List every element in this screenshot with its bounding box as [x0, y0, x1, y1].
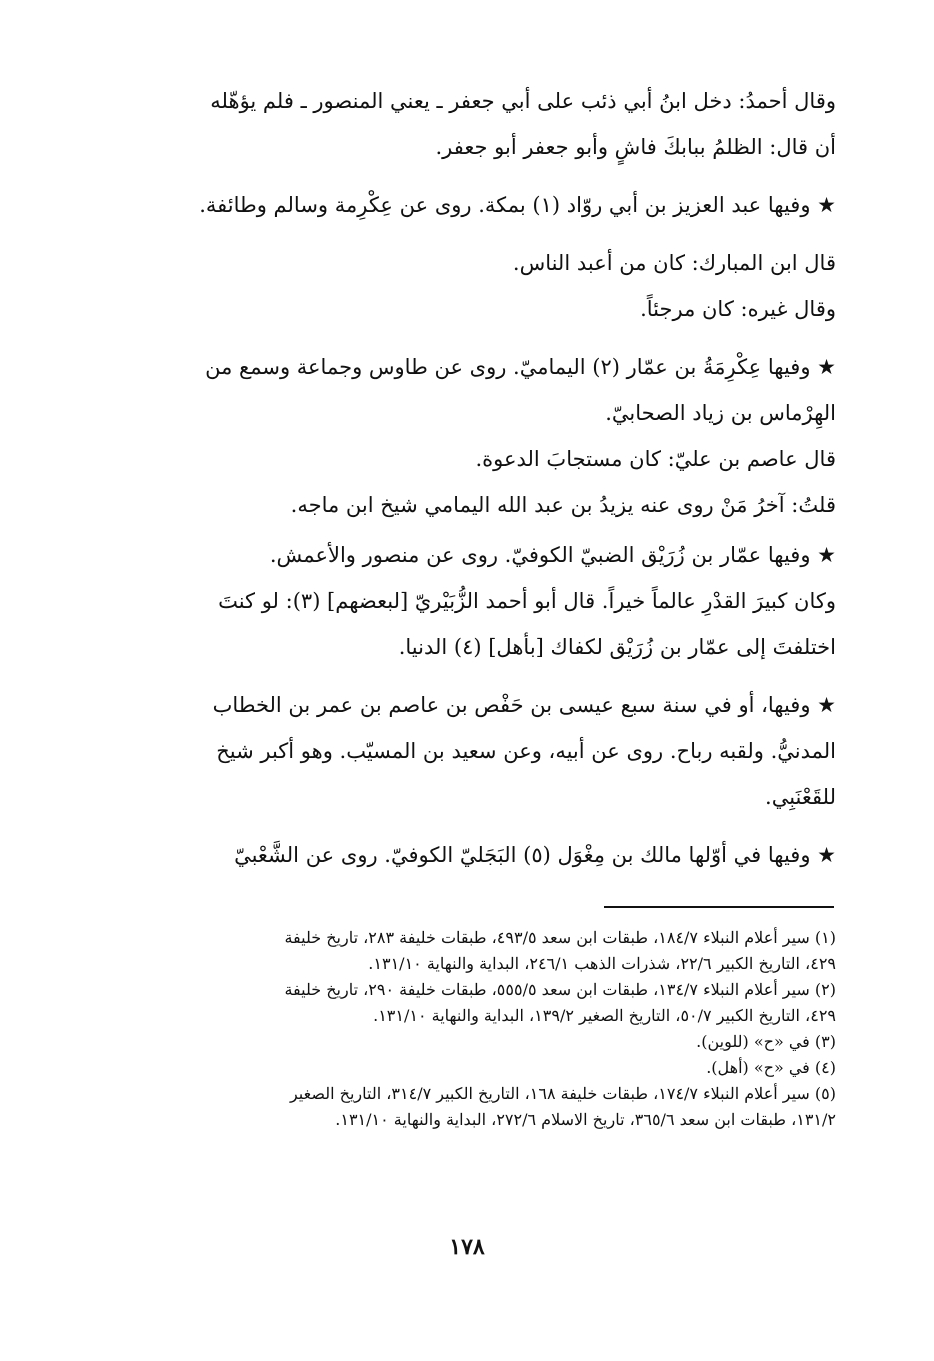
footnote-line: (٤) في «ح» (أهل). [706, 1058, 836, 1077]
entry-abdulaziz-ibn-abi-rawwad [136, 182, 836, 228]
text-line: وكان كبيرَ القدْرِ عالماً خيراً. قال أبو أحمد الزُّبَيْريّ [لبعضهم] (٣): لو كنتَ [218, 589, 836, 613]
text-line: أن قال: الظلمُ ببابكَ فاشٍ وأبو جعفر أبو جعفر. [435, 135, 836, 159]
entry-ikrima-ibn-ammar [136, 344, 836, 528]
footnote-line: (٢) سير أعلام النبلاء ١٣٤/٧، طبقات ابن سعد ٥٥٥/٥، طبقات خليفة ٢٩٠، تاريخ خليفة [284, 980, 836, 999]
entry-ammar-ibn-zurayq [136, 532, 836, 670]
text-line: ★ وفيها، أو في سنة سبع عيسى بن حَفْص بن عاصم بن عمر بن الخطاب [212, 693, 836, 717]
entry-isa-ibn-hafs [136, 682, 836, 820]
footnote-line: ١٣١/٢، طبقات ابن سعد ٣٦٥/٦، تاريخ الاسلام ٢٧٢/٦، البداية والنهاية ١٣١/١٠. [335, 1110, 836, 1129]
footnote-line: ٤٢٩، التاريخ الكبير ٥٠/٧، التاريخ الصغير ١٣٩/٢، البداية والنهاية ١٣١/١٠. [373, 1006, 836, 1025]
footnote-line: (١) سير أعلام النبلاء ١٨٤/٧، طبقات ابن سعد ٤٩٣/٥، طبقات خليفة ٢٨٣، تاريخ خليفة [284, 928, 836, 947]
main-text [136, 78, 836, 890]
text-line: ★ وفيها عِكْرِمَةُ بن عمّار (٢) اليماميّ. روى عن طاوس وجماعة وسمع من [205, 355, 836, 379]
text-line: ★ وفيها عبد العزيز بن أبي روّاد (١) بمكة. روى عن عِكْرِمة وسالم وطائفة. [199, 193, 836, 217]
text-line: ★ وفيها عمّار بن زُرَيْق الضبيّ الكوفيّ. روى عن منصور والأعمش. [269, 543, 836, 567]
paragraph-comments-abdulaziz [136, 240, 836, 332]
text-line: وقال أحمدُ: دخل ابنُ أبي ذئب على أبي جعفر ـ يعني المنصور ـ فلم يؤهّله [210, 89, 836, 113]
footnote-line: (٥) سير أعلام النبلاء ١٧٤/٧، طبقات خليفة ١٦٨، التاريخ الكبير ٣١٤/٧، التاريخ الصغير [289, 1084, 836, 1103]
text-line: اختلفتَ إلى عمّار بن زُرَيْق لكفاك [بأهل] (٤) الدنيا. [398, 635, 836, 659]
paragraph-ahmad-quote [136, 78, 836, 170]
text-line: قلتُ: آخرُ مَنْ روى عنه يزيدُ بن عبد الله اليمامي شيخ ابن ماجه. [290, 493, 836, 517]
text-line: قال ابن المبارك: كان من أعبد الناس. [512, 251, 836, 275]
text-line: الهِرْماس بن زياد الصحابيّ. [605, 401, 836, 425]
text-line: المدنيُّ. ولقبه رباح. روى عن أبيه، وعن سعيد بن المسيّب. وهو أكبر شيخ [216, 739, 836, 763]
footnote-line: (٣) في «ح» (للوين). [696, 1032, 836, 1051]
footnote-divider [604, 906, 834, 908]
footnote-line: ٤٢٩، التاريخ الكبير ٢٢/٦، شذرات الذهب ٢٤٦/١، البداية والنهاية ١٣١/١٠. [368, 954, 836, 973]
text-line: قال عاصم بن عليّ: كان مستجابَ الدعوة. [475, 447, 836, 471]
footnotes [136, 925, 836, 1133]
text-line: وقال غيره: كان مرجئاً. [640, 297, 836, 321]
entry-malik-ibn-mighwal [136, 832, 836, 878]
page-number: ١٧٨ [449, 1234, 485, 1260]
text-line: ★ وفيها في أوّلها مالك بن مِغْوَل (٥) البَجَليّ الكوفيّ. روى عن الشَّعْبيّ [234, 843, 836, 867]
text-line: للقَعْنَبِي. [765, 785, 836, 809]
